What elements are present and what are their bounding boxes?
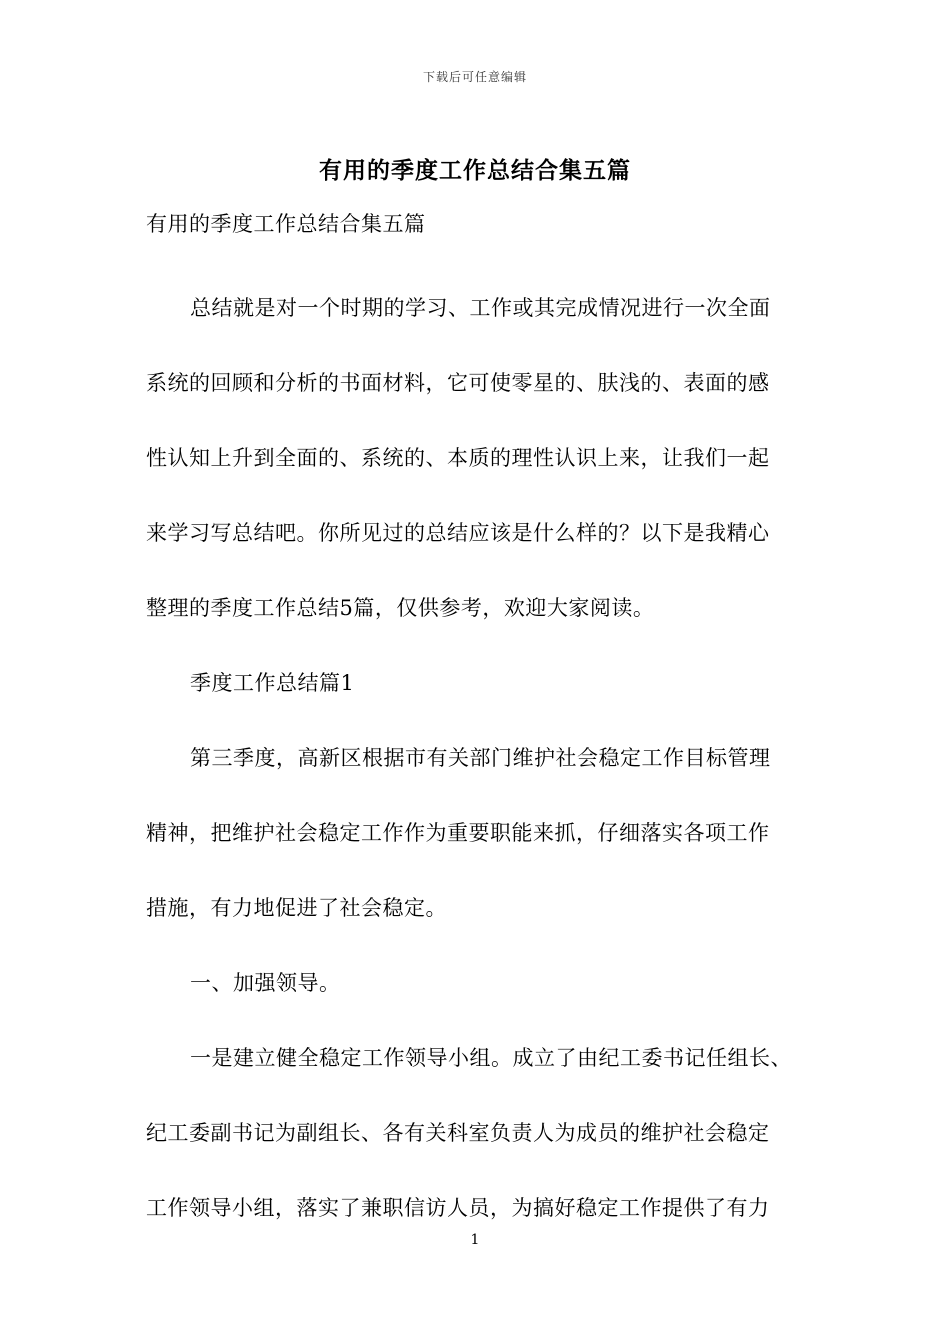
header-note: 下载后可任意编辑 [422, 70, 527, 84]
document-subtitle: 有用的季度工作总结合集五篇 [146, 212, 426, 236]
intro-line-4: 来学习写总结吧。你所见过的总结应该是什么样的？以下是我精心 [146, 521, 770, 545]
para1-line-3: 措施，有力地促进了社会稳定。 [146, 896, 447, 920]
para2-line-1: 一是建立健全稳定工作领导小组。成立了由纪工委书记任组长、 [190, 1046, 792, 1070]
document-title: 有用的季度工作总结合集五篇 [319, 157, 631, 184]
document-body [146, 208, 806, 1267]
para1-line-1: 第三季度，高新区根据市有关部门维护社会稳定工作目标管理 [190, 746, 771, 770]
page-number: 1 [470, 1232, 480, 1248]
para2-line-3: 工作领导小组，落实了兼职信访人员，为搞好稳定工作提供了有力 [146, 1196, 770, 1220]
intro-line-3: 性认知上升到全面的、系统的、本质的理性认识上来，让我们一起 [146, 446, 770, 470]
intro-line-5: 整理的季度工作总结5篇，仅供参考，欢迎大家阅读。 [146, 596, 655, 620]
heading-one: 一、加强领导。 [190, 971, 341, 995]
para2-line-2: 纪工委副书记为副组长、各有关科室负责人为成员的维护社会稳定 [146, 1121, 770, 1145]
intro-line-1: 总结就是对一个时期的学习、工作或其完成情况进行一次全面 [190, 296, 771, 320]
para1-line-2: 精神，把维护社会稳定工作作为重要职能来抓，仔细落实各项工作 [146, 821, 770, 845]
section-heading: 季度工作总结篇1 [190, 671, 355, 695]
intro-line-2: 系统的回顾和分析的书面材料，它可使零星的、肤浅的、表面的感 [146, 371, 770, 395]
